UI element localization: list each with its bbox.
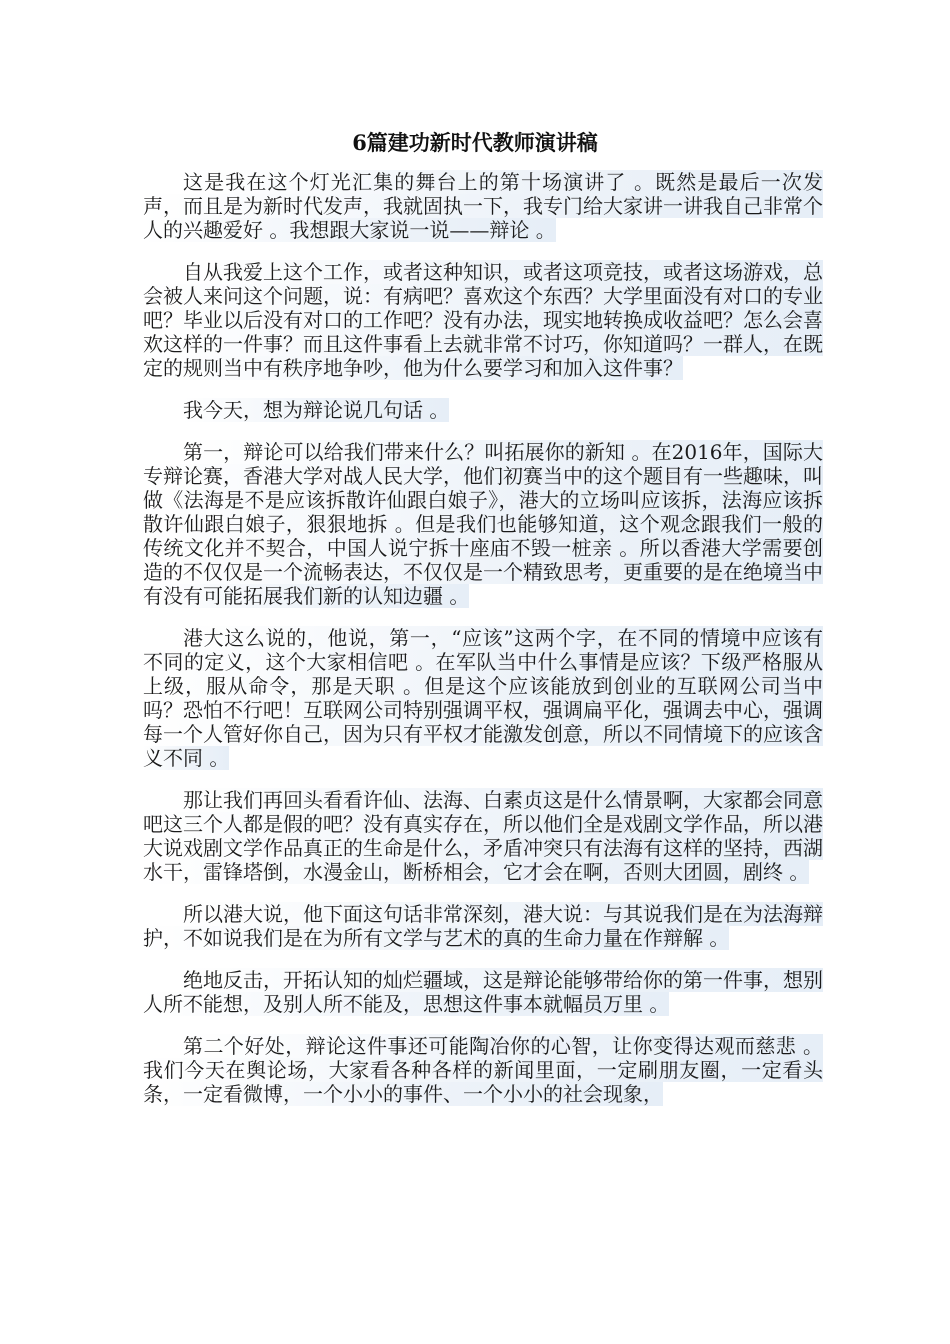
- paragraph: [143, 968, 823, 1016]
- paragraph-text: 所以港大说，他下面这句话非常深刻，港大说：与其说我们是在为法海辩护，不如说我们是在为所有文学与艺术的真的生命力量在作辩解 。: [143, 902, 823, 950]
- document-title: 6篇建功新时代教师演讲稿: [352, 130, 598, 155]
- paragraph-text: 自从我爱上这个工作，或者这种知识，或者这项竞技，或者这场游戏，总会被人来问这个问题，说：有病吧？喜欢这个东西？大学里面没有对口的专业吧？毕业以后没有对口的工作吧？没有办法，现实地转换成收益吧？怎么会喜欢这样的一件事？而且这件事看上去就非常不讨巧，你知道吗？一群人，在既定的规则当中有秩序地争吵，他为什么要学习和加入这件事？: [143, 260, 823, 380]
- paragraph: [143, 170, 823, 242]
- paragraph: [143, 902, 823, 950]
- paragraph: [143, 440, 823, 608]
- document-body: [143, 170, 823, 1124]
- paragraph: [143, 788, 823, 884]
- paragraph-text: 那让我们再回头看看许仙、法海、白素贞这是什么情景啊，大家都会同意吧这三个人都是假的吧？没有真实存在，所以他们全是戏剧文学作品，所以港大说戏剧文学作品真正的生命是什么，矛盾冲突只有法海有这样的坚持，西湖水干，雷锋塔倒，水漫金山，断桥相会，它才会在啊，否则大团圆，剧终 。: [143, 788, 823, 884]
- paragraph-text: 绝地反击，开拓认知的灿烂疆域，这是辩论能够带给你的第一件事，想别人所不能想，及别人所不能及，思想这件事本就幅员万里 。: [143, 968, 823, 1016]
- paragraph-text: 港大这么说的，他说，第一，“应该”这两个字，在不同的情境中应该有不同的定义，这个大家相信吧 。在军队当中什么事情是应该？下级严格服从上级，服从命令，那是天职 。但是这个应该能放到创业的互联网公司当中吗？恐怕不行吧！互联网公司特别强调平权，强调扁平化，强调去中心，强调每一个人管好你自己，因为只有平权才能激发创意，所以不同情境下的应该含义不同 。: [143, 626, 823, 770]
- paragraph-text: 我今天，想为辩论说几句话 。: [183, 398, 450, 422]
- paragraph: [143, 398, 823, 422]
- paragraph-text: 第一，辩论可以给我们带来什么？叫拓展你的新知 。在2016年，国际大专辩论赛，香港大学对战人民大学，他们初赛当中的这个题目有一些趣味，叫做《法海是不是应该拆散许仙跟白娘子》，港大的立场叫应该拆，法海应该拆散许仙跟白娘子，狠狠地拆 。但是我们也能够知道，这个观念跟我们一般的传统文化并不契合，中国人说宁拆十座庙不毁一桩亲 。所以香港大学需要创造的不仅仅是一个流畅表达，不仅仅是一个精致思考，更重要的是在绝境当中有没有可能拓展我们新的认知边疆 。: [143, 440, 823, 608]
- paragraph: [143, 260, 823, 380]
- paragraph: [143, 1034, 823, 1106]
- paragraph-text: 这是我在这个灯光汇集的舞台上的第十场演讲了 。既然是最后一次发声，而且是为新时代发声，我就固执一下，我专门给大家讲一讲我自己非常个人的兴趣爱好 。我想跟大家说一说——辩论 。: [143, 170, 823, 242]
- paragraph: [143, 626, 823, 770]
- paragraph-text: 第二个好处，辩论这件事还可能陶冶你的心智，让你变得达观而慈悲 。我们今天在舆论场，大家看各种各样的新闻里面，一定刷朋友圈，一定看头条，一定看微博，一个小小的事件、一个小小的社会现象，: [143, 1034, 823, 1106]
